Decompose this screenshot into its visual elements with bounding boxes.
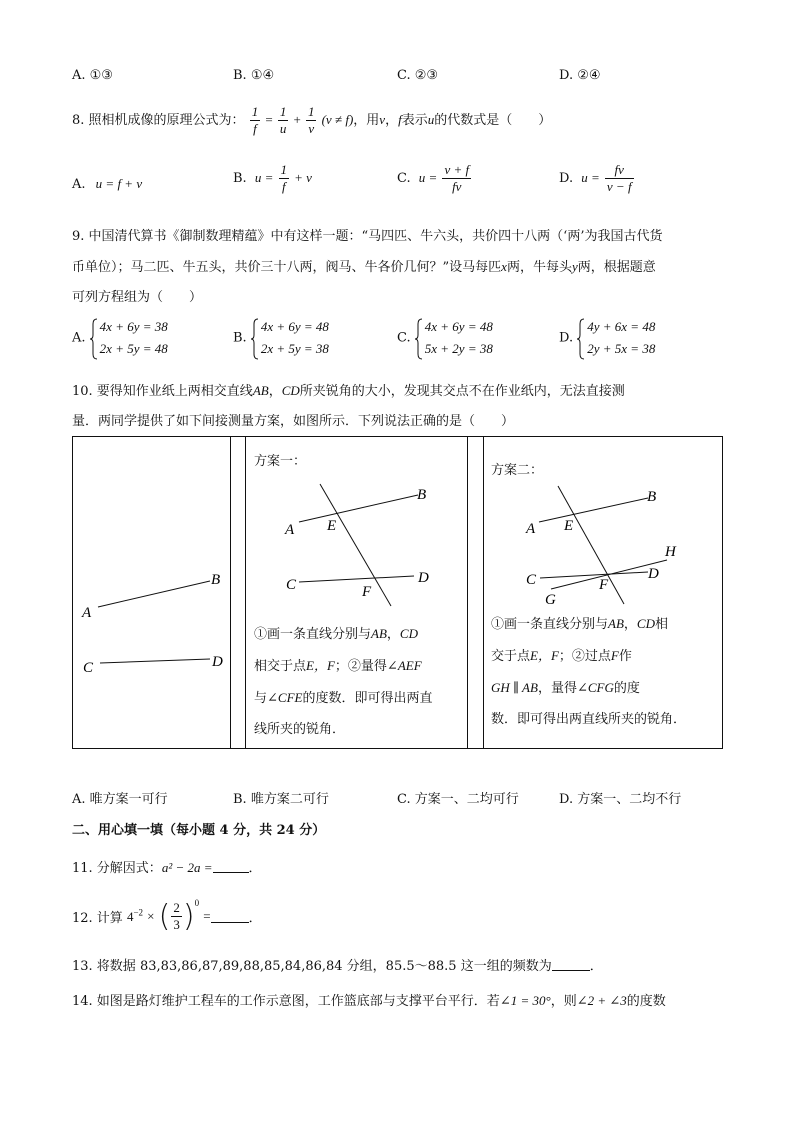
q8-var-f: f <box>398 112 402 127</box>
q8-var-v: v <box>379 112 386 127</box>
q8-option-a-label: A. <box>72 177 86 192</box>
q8-option-c-label: C. <box>397 171 411 186</box>
plan2-description <box>491 608 717 735</box>
line-cd <box>540 572 648 578</box>
q9-option-b-label: B. <box>233 330 247 346</box>
q9-var-y: y <box>571 259 578 274</box>
plan2-text-2: 交于点 <box>491 649 531 664</box>
q8-option-b-fraction: $\frac{1}{f}$ <box>280 162 287 194</box>
q8-text-c: 表示 <box>401 113 428 128</box>
plan1-ab: AB <box>371 626 387 641</box>
label-d: D <box>648 566 659 582</box>
q8-option-b-label: B. <box>233 171 247 186</box>
plan2-figure <box>484 476 720 611</box>
q9-line-2a: 币单位）；马二匹、牛五头，共价三十八两，阀马、牛各价几何？”设马每匹 <box>72 260 502 275</box>
q10-option-c[interactable]: C. 方案一、二均可行 <box>397 792 519 807</box>
question-14 <box>72 990 666 1009</box>
plan2-cfg: ∠CFG <box>576 680 614 695</box>
q12-zero-exponent: 0 <box>194 898 200 908</box>
q8-option-d-pre: u = <box>581 170 600 185</box>
plan1-description <box>254 618 462 745</box>
q8-number: 8. <box>72 113 85 128</box>
q8-option-d[interactable] <box>559 162 635 195</box>
q8-option-d-label: D. <box>559 171 574 186</box>
q10-option-d[interactable]: D. 方案一、二均不行 <box>559 792 682 807</box>
q10-ab: AB <box>252 383 269 398</box>
q9-line-1: 9. 中国清代算书《御制数理精蕴》中有这样一题：“马四匹、牛六头，共价四十八两（‘两’为我国古代货 <box>72 229 663 244</box>
label-g: G <box>545 592 556 608</box>
q10-line-1c: 所夹锐角的大小，发现其交点不在作业纸内，无法直接测 <box>299 384 625 399</box>
q8-option-c-pre: u = <box>418 170 438 185</box>
label-a: A <box>82 605 92 621</box>
plan1-aef: ∠AEF <box>386 658 422 673</box>
question-8 <box>72 104 551 137</box>
label-h: H <box>665 544 676 560</box>
line-cd <box>299 576 414 582</box>
plan2-text-1: ①画一条直线分别与 <box>491 617 609 632</box>
q8-option-b-post: + v <box>294 170 312 185</box>
plan1-cfe: ∠CFE <box>267 690 303 705</box>
q14-prefix: 14. 如图是路灯维护工程车的工作示意图，工作篮底部与支撑平台平行．若 <box>72 994 500 1009</box>
brace-icon <box>90 318 98 360</box>
plan1-ef: E，F <box>306 658 335 673</box>
q12-exponent: −2 <box>133 907 144 918</box>
q9-option-c-label: C. <box>397 330 411 346</box>
q8-text-a: ，用 <box>353 113 380 128</box>
plan2-ab: AB <box>608 616 624 631</box>
q8-fraction-1-over-f: $\frac{1}{f}$ <box>251 104 259 136</box>
label-a: A <box>526 521 536 537</box>
q14-angle-sum: ∠2 + ∠3 <box>576 993 627 1008</box>
q11-prefix: 11. 分解因式： <box>72 861 162 876</box>
plan1-text-4: 线所夹的锐角． <box>254 722 346 737</box>
q8-fraction-1-over-u: $\frac{1}{u}$ <box>279 104 287 136</box>
label-b: B <box>647 489 657 505</box>
q7-option-d[interactable]: D. ②④ <box>559 68 601 83</box>
q14-mid: ，则 <box>550 994 577 1009</box>
section-2-title: 二、用心填一填（每小题 4 分，共 24 分） <box>72 823 326 838</box>
q8-option-c[interactable] <box>397 162 472 195</box>
q11-answer-blank[interactable] <box>213 860 249 873</box>
plan2-text-2b: ；②过点 <box>558 649 611 664</box>
q12-power <box>127 909 143 924</box>
q12-period: ． <box>248 911 262 926</box>
q13-text: 13. 将数据 83,83,86,87,89,88,85,84,86,84 分组，85.5～88.5 这一组的频数为 <box>72 959 552 974</box>
transversal-ef <box>558 486 624 604</box>
plan1-text-2: 相交于点 <box>254 659 307 674</box>
plan1-text-3b: 的度数．即可得出两直 <box>302 691 433 706</box>
label-b: B <box>211 572 221 588</box>
q8-var-u: u <box>427 112 435 127</box>
q9-option-d-label: D. <box>559 330 574 346</box>
q9-line-3: 可列方程组为（ ） <box>72 290 203 305</box>
plan2-gh-parallel: GH ∥ AB <box>491 680 538 695</box>
q12-equals: = <box>203 908 211 924</box>
plan2-f: F <box>610 648 619 663</box>
q9-option-d[interactable] <box>559 316 655 360</box>
q9-var-x: x <box>501 259 507 274</box>
q10-line-1 <box>72 380 625 399</box>
plan2-text-1b: ， <box>623 617 637 632</box>
line-cd <box>100 659 210 663</box>
brace-icon <box>251 318 259 360</box>
question-13 <box>72 955 603 974</box>
q9-line-2b: 两，牛每头 <box>506 260 572 275</box>
plan1-figure <box>246 470 466 610</box>
q9-option-a[interactable] <box>72 316 168 360</box>
label-a: A <box>285 522 295 538</box>
line-ab <box>539 498 648 522</box>
label-d: D <box>418 570 429 586</box>
plan1-text-2b: ；②量得 <box>334 659 387 674</box>
q9-option-d-eq1: 4y + 6x = 48 <box>587 319 656 334</box>
label-c: C <box>526 572 537 588</box>
q13-period: ． <box>589 959 603 974</box>
q12-fraction: $\frac{2}{3}$ <box>173 900 180 932</box>
plan1-cd: CD <box>399 626 418 641</box>
q10-line-1b: ， <box>268 384 282 399</box>
q9-option-d-eq2: 2y + 5x = 38 <box>587 341 656 356</box>
q9-option-a-eq1: 4x + 6y = 38 <box>99 319 168 334</box>
q8-option-b[interactable] <box>233 162 312 195</box>
q8-option-c-fraction: $\frac{v + f}{fv}$ <box>444 162 470 194</box>
label-f: F <box>599 577 609 593</box>
q9-option-b-system <box>251 316 329 360</box>
q12-right-paren: ) <box>182 898 195 934</box>
q12-base: 4 <box>126 909 134 925</box>
q8-condition: (v ≠ f) <box>321 112 354 127</box>
q10-cd: CD <box>281 383 300 398</box>
line-ab <box>98 581 210 607</box>
plan2-cd: CD <box>636 616 655 631</box>
plan2-text-4: 数．即可得出两直线所夹的锐角． <box>491 712 687 727</box>
plan2-text-2c: 作 <box>618 649 632 664</box>
q10-original-figure <box>73 437 230 747</box>
q9-line-2c: 两，根据题意 <box>577 260 656 275</box>
brace-icon <box>577 318 585 360</box>
q9-option-c-eq1: 4x + 6y = 48 <box>424 319 493 334</box>
q7-option-a[interactable]: A. ①③ <box>72 68 113 83</box>
label-e: E <box>564 518 574 534</box>
plan1-title: 方案一： <box>254 454 307 469</box>
q10-line-1a: 10. 要得知作业纸上两相交直线 <box>72 384 253 399</box>
q14-angle-1: ∠1 = 30° <box>499 993 551 1008</box>
q8-text-b: ， <box>385 113 399 128</box>
q8-prefix: 照相机成像的原理公式为： <box>88 113 245 128</box>
q9-option-a-label: A. <box>72 330 86 346</box>
q9-option-c[interactable] <box>397 316 493 360</box>
q12-answer-blank[interactable] <box>211 910 249 923</box>
plan1-text-1: ①画一条直线分别与 <box>254 627 372 642</box>
q8-option-a[interactable] <box>72 176 142 192</box>
q8-option-b-pre: u = <box>254 170 274 185</box>
table-divider <box>467 436 468 748</box>
q11-period: ． <box>248 861 262 876</box>
q7-option-b[interactable]: B. ①④ <box>233 68 275 83</box>
q9-line-2 <box>72 256 656 275</box>
plan2-text-3c: 的度 <box>613 681 640 696</box>
q8-tail: 的代数式是（ ） <box>434 113 552 128</box>
q9-option-c-system <box>415 316 493 360</box>
q10-option-b[interactable]: B. 唯方案二可行 <box>233 792 329 807</box>
table-divider <box>230 436 231 748</box>
q7-option-c[interactable]: C. ②③ <box>397 68 439 83</box>
q9-option-d-system <box>577 316 655 360</box>
label-f: F <box>362 584 372 600</box>
question-11 <box>72 857 262 876</box>
q9-option-a-system <box>90 316 168 360</box>
label-c: C <box>83 660 94 676</box>
plan1-text-3: 与 <box>254 691 268 706</box>
line-ab <box>299 495 418 522</box>
plan2-ef: E，F <box>530 648 559 663</box>
q8-plus: + <box>293 112 301 127</box>
plan2-text-1c: 相 <box>654 617 668 632</box>
label-d: D <box>212 654 223 670</box>
q8-option-a-expr: u = f + v <box>95 176 143 191</box>
q12-prefix: 12. 计算 <box>72 911 123 926</box>
plan1-text-1b: ， <box>386 627 400 642</box>
q10-line-2: 量．两同学提供了如下间接测量方案，如图所示．下列说法正确的是（ ） <box>72 414 515 429</box>
q12-times: × <box>147 908 155 924</box>
label-c: C <box>286 577 297 593</box>
q9-option-b[interactable] <box>233 316 329 360</box>
brace-icon <box>415 318 423 360</box>
q11-expression: a² − 2a = <box>161 860 213 875</box>
transversal-ef <box>320 484 391 606</box>
q8-equals: = <box>265 112 273 127</box>
q9-option-b-eq2: 2x + 5y = 38 <box>260 341 329 356</box>
q9-option-c-eq2: 5x + 2y = 38 <box>424 341 493 356</box>
q10-option-a[interactable]: A. 唯方案一可行 <box>72 792 168 807</box>
q12-left-paren: ( <box>158 898 171 934</box>
plan2-title: 方案二： <box>491 463 544 478</box>
q13-answer-blank[interactable] <box>552 958 590 971</box>
label-b: B <box>417 487 427 503</box>
q8-option-d-fraction: $\frac{fv}{v - f}$ <box>606 162 632 194</box>
label-e: E <box>327 518 337 534</box>
q8-fraction-1-over-v: $\frac{1}{v}$ <box>307 104 315 136</box>
question-12 <box>72 898 262 933</box>
q9-option-b-eq1: 4x + 6y = 48 <box>260 319 329 334</box>
q9-option-a-eq2: 2x + 5y = 48 <box>99 341 168 356</box>
plan2-text-3b: ，量得 <box>537 681 577 696</box>
q14-suffix: 的度数 <box>626 994 666 1009</box>
